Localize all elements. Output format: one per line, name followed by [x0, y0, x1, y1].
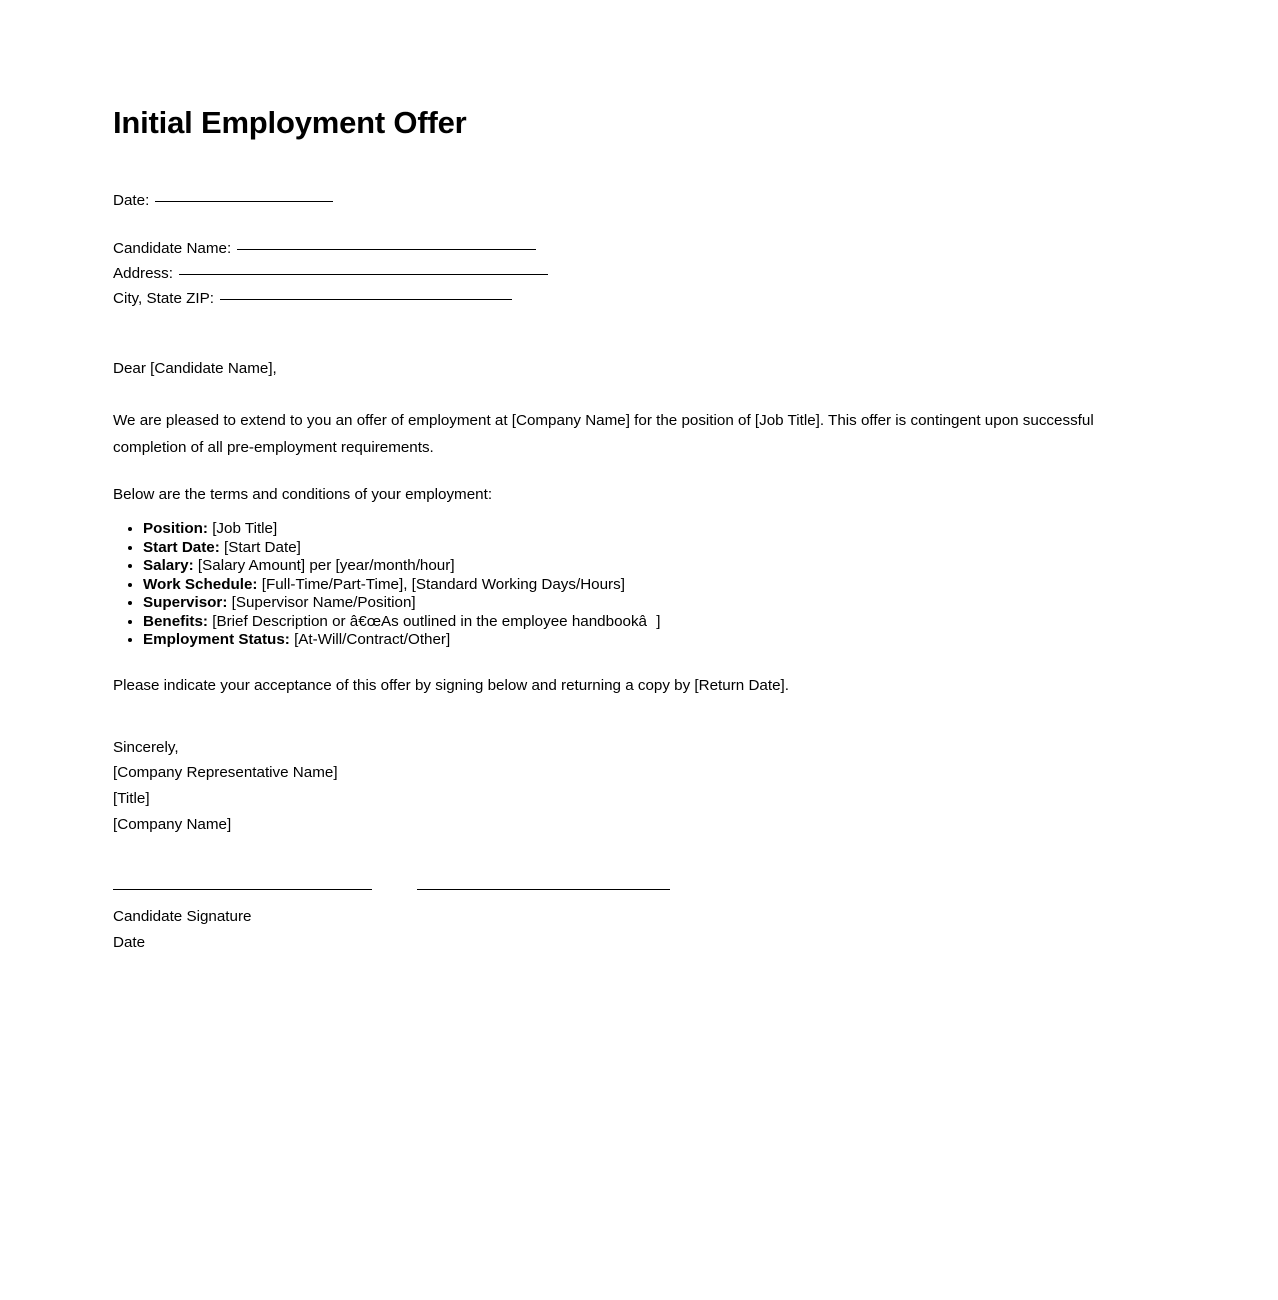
signature-date-line[interactable] — [417, 889, 670, 890]
recipient-field-block — [113, 236, 1147, 311]
candidate-name-field-row — [113, 236, 1147, 261]
terms-list — [113, 520, 1147, 650]
term-value: [Job Title] — [212, 520, 278, 538]
term-label: Supervisor: — [143, 594, 228, 612]
term-value: [At-Will/Contract/Other] — [294, 631, 451, 649]
list-item — [143, 576, 1147, 595]
city-state-zip-label: City, State ZIP: — [113, 290, 214, 308]
document-body — [113, 0, 1147, 969]
city-state-zip-field-row — [113, 286, 1147, 311]
term-label: Start Date: — [143, 538, 220, 556]
list-item — [143, 539, 1147, 558]
address-field-row — [113, 261, 1147, 286]
list-item — [143, 557, 1147, 576]
salutation: Dear [Candidate Name], — [113, 360, 277, 378]
term-label: Employment Status: — [143, 631, 290, 649]
candidate-name-input-line[interactable] — [237, 249, 536, 250]
sign-off: Sincerely, — [113, 738, 179, 756]
date-field-row — [113, 188, 1147, 213]
page-title: Initial Employment Offer — [113, 105, 467, 140]
acceptance-paragraph: Please indicate your acceptance of this offer by signing below and returning a copy by [Return Date]. — [113, 676, 789, 694]
list-item — [143, 613, 1147, 632]
company-name: [Company Name] — [113, 815, 232, 833]
term-value: [Supervisor Name/Position] — [231, 594, 416, 612]
list-item — [143, 520, 1147, 539]
closing-block — [113, 735, 1147, 838]
term-label: Work Schedule: — [143, 575, 258, 593]
term-label: Benefits: — [143, 612, 208, 630]
representative-name: [Company Representative Name] — [113, 764, 338, 782]
term-value: [Start Date] — [224, 538, 301, 556]
candidate-signature-line[interactable] — [113, 889, 372, 890]
address-label: Address: — [113, 265, 173, 283]
signature-block — [113, 889, 1147, 969]
terms-intro: Below are the terms and conditions of your employment: — [113, 486, 493, 504]
candidate-signature-caption: Candidate Signature — [113, 907, 252, 925]
candidate-name-label: Candidate Name: — [113, 240, 232, 258]
address-input-line[interactable] — [179, 274, 548, 275]
term-label: Salary: — [143, 557, 194, 575]
list-item — [143, 631, 1147, 650]
term-label: Position: — [143, 520, 208, 538]
date-input-line[interactable] — [155, 201, 333, 202]
offer-paragraph: We are pleased to extend to you an offer of employment at [Company Name] for the position of [Job Title]. This offer is contingent upon successful completion of all pre-employment requirements. — [113, 412, 1094, 457]
date-field-block — [113, 188, 1147, 213]
term-value: [Full-Time/Part-Time], [Standard Working Days/Hours] — [261, 575, 625, 593]
term-value: [Brief Description or â€œAs outlined in the employee handbookâ] — [212, 612, 661, 630]
date-label: Date: — [113, 192, 150, 210]
representative-title: [Title] — [113, 790, 150, 808]
city-state-zip-input-line[interactable] — [220, 299, 512, 300]
list-item — [143, 594, 1147, 613]
term-value: [Salary Amount] per [year/month/hour] — [197, 557, 455, 575]
signature-date-caption: Date — [113, 933, 146, 951]
